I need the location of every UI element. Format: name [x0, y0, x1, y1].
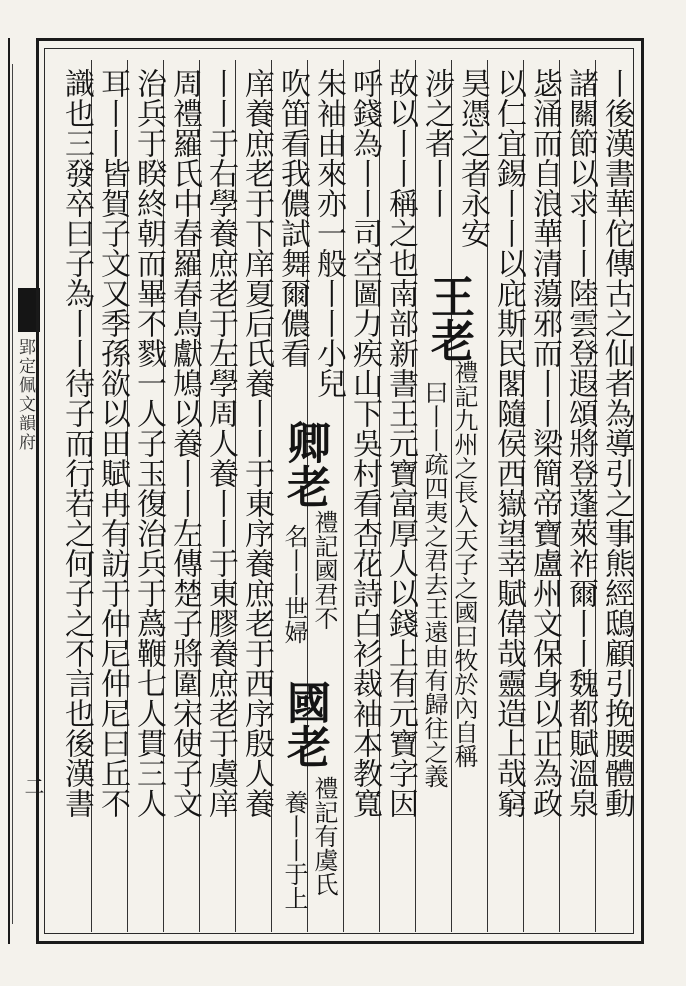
text-column: 昊憑之者永安 — [455, 68, 490, 248]
headword-note: 名丨丨世婦 — [280, 524, 308, 644]
headword-qing-lao: 卿老 — [279, 420, 330, 508]
text-column: 周禮羅氏中春羅春鳥獻鳩以養丨丨左傳楚子將圍宋使子文 — [167, 68, 202, 818]
headword-guo-lao: 國老 — [279, 680, 330, 768]
headword-note: 禮記國君不 — [310, 510, 338, 630]
text-column: 耳丨丨皆賀子文又季孫欲以田賦冉有訪于仲尼仲尼曰丘不 — [95, 68, 130, 818]
text-column: 諸關節以求丨丨陸雲登遐頌將登蓬萊祚爾丨丨魏都賦溫泉 — [563, 68, 598, 818]
book-title-label: 郢定佩文韻府 — [15, 338, 35, 452]
text-column: 朱袖由來亦一般丨丨小兒 — [311, 68, 346, 398]
text-column: 故以丨丨稱之也南部新書王元寶富厚人以錢上有元寶字因 — [383, 68, 418, 818]
headword-note: 禮記九州之長入天子之國曰牧於內自稱 — [450, 360, 478, 768]
text-column: 庠養庶老于下庠夏后氏養丨丨于東序養庶老于西序殷人養 — [239, 68, 274, 818]
text-column: 吹笛看我儂試舞爾儂看 — [275, 68, 310, 368]
text-column: 丨丨于右學養庶老于左學周人養丨丨于東膠養庶老于虞庠 — [203, 68, 238, 818]
text-column: 呼錢為丨丨司空圖力疾山下吳村看杏花詩白衫裁袖本教寬 — [347, 68, 382, 818]
text-column: 涉之者丨丨 — [419, 68, 454, 218]
text-column: 識也三發卒曰子為丨丨待子而行若之何子之不言也後漢書 — [59, 68, 94, 818]
text-column: 丨後漢書華佗傳古之仙者為導引之事熊經鴟顧引挽腰體動 — [599, 68, 634, 818]
headword-note: 養丨丨于上 — [280, 790, 308, 910]
text-column: 毖涌而自浪華清蕩邪而丨丨梁簡帝寶盧州文保身以正為政 — [527, 68, 562, 818]
margin-divider — [12, 64, 13, 924]
page-number: 二 — [21, 776, 45, 798]
text-columns — [56, 60, 634, 932]
headword-note: 曰丨丨疏四夷之君去王遠由有歸往之義 — [420, 380, 448, 788]
text-column: 以仁宜錫丨丨以庇斯民閣隨侯西嶽望幸賦偉哉靈造上哉窮 — [491, 68, 526, 818]
headword-wang-lao: 王老 — [423, 274, 474, 362]
headword-note: 禮記有虞氏 — [310, 776, 338, 896]
text-column: 治兵于睽終朝而畢不戮一人子玉復治兵于蔿鞭七人貫三人 — [131, 68, 166, 818]
